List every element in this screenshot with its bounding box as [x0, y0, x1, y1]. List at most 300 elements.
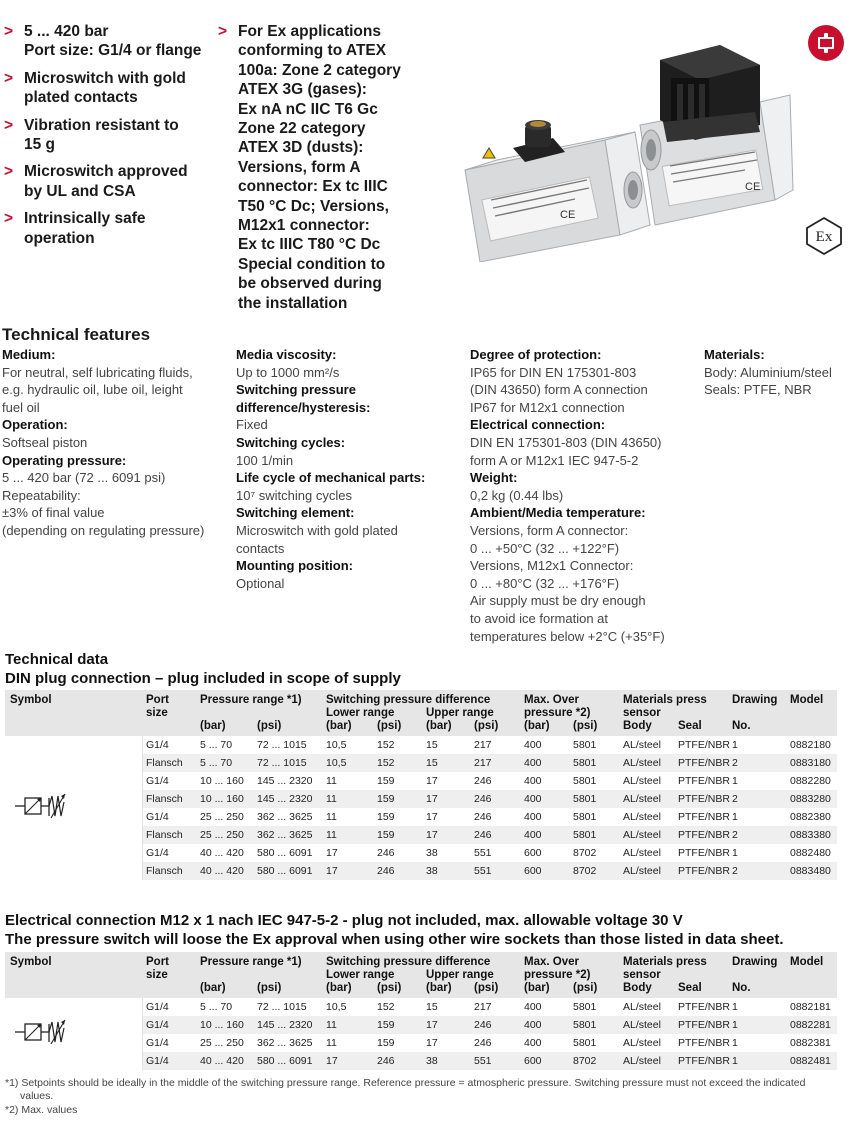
- feature-value: Microswitch with gold plated: [236, 522, 398, 538]
- ex-application-line: conforming to ATEX: [238, 42, 387, 60]
- ex-application-line: 100a: Zone 2 category: [238, 61, 401, 79]
- cell-pressure-bar: 5 ... 70: [200, 757, 233, 769]
- cell-model-no: 0883280: [790, 793, 831, 805]
- cell-drawing-no: 2: [732, 757, 738, 769]
- cell-body-material: AL/steel: [623, 739, 661, 751]
- cell-model-no: 0882180: [790, 739, 831, 751]
- cell-model-no: 0883480: [790, 865, 831, 877]
- cell-pressure-psi: 72 ... 1015: [257, 739, 307, 751]
- cell-lower-psi: 246: [377, 847, 395, 859]
- cell-maxover-bar: 400: [524, 1001, 542, 1013]
- cell-body-material: AL/steel: [623, 829, 661, 841]
- cell-maxover-psi: 8702: [573, 847, 597, 859]
- cell-seal-material: PTFE/NBR: [678, 1055, 730, 1067]
- ex-icon-label: Ex: [815, 229, 833, 245]
- cell-model-no: 0882281: [790, 1019, 831, 1031]
- ex-application-line: Ex tc IIIC T80 °C Dc: [238, 236, 381, 254]
- header-bar: (bar): [326, 720, 352, 732]
- header-max-over: Max. Over: [524, 694, 579, 706]
- header-materials: Materials press: [623, 694, 707, 706]
- cell-model-no: 0882481: [790, 1055, 831, 1067]
- cell-model-no: 0882380: [790, 811, 831, 823]
- cell-pressure-psi: 580 ... 6091: [257, 865, 313, 877]
- cell-seal-material: PTFE/NBR: [678, 829, 730, 841]
- header-bar: (bar): [524, 982, 550, 994]
- feature-label: Operation:: [2, 417, 68, 433]
- header-body: Body: [623, 720, 652, 732]
- table2-body: [5, 998, 837, 1070]
- cell-body-material: AL/steel: [623, 1019, 661, 1031]
- table2: [5, 952, 837, 1070]
- cell-port-size: G1/4: [146, 811, 169, 823]
- cell-lower-bar: 17: [326, 1055, 338, 1067]
- cell-upper-psi: 246: [474, 811, 492, 823]
- cell-lower-psi: 159: [377, 1019, 395, 1031]
- product-photo: [455, 40, 795, 262]
- cell-body-material: AL/steel: [623, 1001, 661, 1013]
- feature-value: (depending on regulating pressure): [2, 522, 205, 538]
- table1-title: Technical data: [5, 651, 109, 668]
- cell-body-material: AL/steel: [623, 1037, 661, 1049]
- feature-value: ±3% of final value: [2, 505, 105, 521]
- cell-upper-bar: 17: [426, 829, 438, 841]
- cell-maxover-psi: 5801: [573, 811, 597, 823]
- pressure-switch-symbol-icon: [15, 1018, 85, 1052]
- header-bar: (bar): [524, 720, 550, 732]
- cell-seal-material: PTFE/NBR: [678, 811, 730, 823]
- header-no: No.: [732, 720, 751, 732]
- cell-upper-psi: 217: [474, 739, 492, 751]
- header-bar: (bar): [426, 720, 452, 732]
- feature-value: Seals: PTFE, NBR: [704, 382, 812, 398]
- cell-seal-material: PTFE/NBR: [678, 793, 730, 805]
- ex-application-line: For Ex applications: [238, 23, 381, 40]
- header-psi: (psi): [377, 720, 402, 732]
- cell-drawing-no: 1: [732, 1037, 738, 1049]
- cell-maxover-bar: 600: [524, 865, 542, 877]
- cell-drawing-no: 2: [732, 793, 738, 805]
- cell-drawing-no: 2: [732, 829, 738, 841]
- cell-upper-bar: 15: [426, 757, 438, 769]
- feature-value: (DIN 43650) form A connection: [470, 382, 648, 398]
- cell-upper-bar: 17: [426, 793, 438, 805]
- ex-application-text: [238, 22, 438, 313]
- cell-pressure-psi: 362 ... 3625: [257, 1037, 313, 1049]
- footnote-1: *1) Setpoints should be ideally in the middle of the switching pressure range. Reference pressure = atmospheric pressure. Switching pressure must not exceed the indicated: [5, 1077, 806, 1089]
- cell-drawing-no: 1: [732, 775, 738, 787]
- cell-port-size: Flansch: [146, 829, 183, 841]
- feature-value: temperatures below +2°C (+35°F): [470, 628, 665, 644]
- cell-pressure-bar: 40 ... 420: [200, 847, 244, 859]
- cell-upper-psi: 246: [474, 829, 492, 841]
- cell-port-size: Flansch: [146, 757, 183, 769]
- cell-lower-bar: 11: [326, 811, 337, 823]
- cell-maxover-bar: 400: [524, 793, 542, 805]
- header-lower-range: Lower range: [326, 707, 395, 719]
- ce-mark: CE: [745, 181, 761, 193]
- cell-pressure-psi: 145 ... 2320: [257, 793, 313, 805]
- header-psi: (psi): [573, 720, 598, 732]
- cell-pressure-bar: 10 ... 160: [200, 775, 244, 787]
- cell-lower-psi: 159: [377, 775, 395, 787]
- table2-title: Electrical connection M12 x 1 nach IEC 947-5-2 - plug not included, max. allowable voltage 30 V: [5, 912, 683, 929]
- cell-upper-psi: 246: [474, 775, 492, 787]
- cell-body-material: AL/steel: [623, 793, 661, 805]
- feature-value: e.g. hydraulic oil, lube oil, leight: [2, 382, 183, 398]
- cell-pressure-psi: 145 ... 2320: [257, 1019, 313, 1031]
- header-psi: (psi): [573, 982, 598, 994]
- header-bar: (bar): [200, 982, 226, 994]
- header-drawing: Drawing: [732, 956, 778, 968]
- ex-application-line: Zone 22 category: [238, 120, 366, 138]
- cell-upper-psi: 217: [474, 1001, 492, 1013]
- technical-features-title: Technical features: [2, 325, 151, 344]
- cell-lower-psi: 246: [377, 1055, 395, 1067]
- feature-item: > Microswitch with gold plated contacts: [4, 69, 186, 107]
- header-psi: (psi): [257, 720, 282, 732]
- header-sensor: sensor: [623, 969, 661, 981]
- cell-maxover-psi: 5801: [573, 829, 597, 841]
- cell-body-material: AL/steel: [623, 865, 661, 877]
- table1-header: [5, 690, 837, 736]
- table2-header: [5, 952, 837, 998]
- feature-value: Repeatability:: [2, 487, 81, 503]
- cell-maxover-bar: 400: [524, 739, 542, 751]
- cell-upper-psi: 246: [474, 1037, 492, 1049]
- table2-subtitle: The pressure switch will loose the Ex approval when using other wire sockets than those listed in data sheet.: [5, 931, 784, 948]
- cell-port-size: G1/4: [146, 847, 169, 859]
- cell-seal-material: PTFE/NBR: [678, 775, 730, 787]
- cell-pressure-psi: 72 ... 1015: [257, 757, 307, 769]
- feature-value: Up to 1000 mm²/s: [236, 364, 340, 380]
- cell-lower-bar: 10,5: [326, 757, 347, 769]
- feature-label: Materials:: [704, 347, 765, 362]
- cell-maxover-bar: 600: [524, 847, 542, 859]
- feature-item: > 5 ... 420 bar Port size: G1/4 or flange: [4, 23, 202, 60]
- feature-value: Versions, form A connector:: [470, 522, 629, 538]
- header-bar: (bar): [200, 720, 226, 732]
- cell-maxover-bar: 400: [524, 811, 542, 823]
- cell-upper-bar: 15: [426, 1001, 438, 1013]
- cell-lower-psi: 159: [377, 1037, 395, 1049]
- cell-pressure-bar: 40 ... 420: [200, 865, 244, 877]
- feature-label: Medium:: [2, 347, 56, 362]
- header-psi: (psi): [474, 720, 499, 732]
- ex-application-item: > For Ex applications conforming to ATEX 100a: Zone 2 category ATEX 3G (gases): Ex nA nC IIC T6 Gc Zone 22 category ATEX 3D (dusts): Versions, form A connector: Ex tc IIIC T50 °C Dc; Versions, M12x1 connector: Ex tc IIIC T80 °C Dc Special condition to be observed during the installation: [218, 22, 438, 313]
- feature-value: 0,2 kg (0.44 lbs): [470, 487, 564, 503]
- feature-label: Media viscosity:: [236, 347, 337, 362]
- feature-value: Softseal piston: [2, 434, 88, 450]
- ex-application-line: Versions, form A: [238, 158, 361, 176]
- feature-value: 0 ... +80°C (32 ... +176°F): [470, 575, 620, 591]
- cell-port-size: Flansch: [146, 793, 183, 805]
- feature-value: 10⁷ switching cycles: [236, 487, 352, 503]
- feature-label: Degree of protection:: [470, 347, 602, 362]
- cell-pressure-bar: 25 ... 250: [200, 829, 244, 841]
- cell-model-no: 0882381: [790, 1037, 831, 1049]
- cell-seal-material: PTFE/NBR: [678, 865, 730, 877]
- cell-port-size: Flansch: [146, 865, 183, 877]
- cell-model-no: 0882280: [790, 775, 831, 787]
- feature-value: Body: Aluminium/steel: [704, 364, 832, 380]
- cell-upper-psi: 551: [474, 847, 492, 859]
- feature-label: Electrical connection:: [470, 417, 606, 433]
- cell-lower-bar: 11: [326, 1037, 337, 1049]
- cell-lower-bar: 11: [326, 775, 337, 787]
- header-psi: (psi): [377, 982, 402, 994]
- cell-lower-bar: 10,5: [326, 739, 347, 751]
- brand-logo-icon: [807, 24, 845, 62]
- cell-maxover-psi: 5801: [573, 1037, 597, 1049]
- cell-model-no: 0883180: [790, 757, 831, 769]
- ex-icon: [804, 216, 844, 256]
- header-upper-range: Upper range: [426, 969, 494, 981]
- cell-lower-bar: 17: [326, 865, 338, 877]
- cell-drawing-no: 1: [732, 1001, 738, 1013]
- cell-pressure-bar: 10 ... 160: [200, 793, 244, 805]
- header-size: size: [146, 707, 168, 719]
- feature-value: 0 ... +50°C (32 ... +122°F): [470, 540, 620, 556]
- ex-application-line: the installation: [238, 294, 348, 312]
- cell-lower-bar: 11: [326, 1019, 337, 1031]
- cell-pressure-bar: 5 ... 70: [200, 1001, 233, 1013]
- cell-seal-material: PTFE/NBR: [678, 847, 730, 859]
- symbol-cell: [5, 998, 143, 1070]
- cell-maxover-psi: 5801: [573, 793, 597, 805]
- cell-pressure-bar: 25 ... 250: [200, 811, 244, 823]
- cell-lower-psi: 159: [377, 829, 395, 841]
- feature-list: [4, 22, 214, 256]
- cell-pressure-bar: 5 ... 70: [200, 739, 233, 751]
- table1-body: [5, 736, 837, 880]
- header-size: size: [146, 969, 168, 981]
- cell-pressure-psi: 145 ... 2320: [257, 775, 313, 787]
- feature-value: Versions, M12x1 Connector:: [470, 558, 634, 574]
- cell-maxover-psi: 5801: [573, 775, 597, 787]
- header-switching-diff: Switching pressure difference: [326, 694, 491, 706]
- header-pressure-range: Pressure range *1): [200, 956, 302, 968]
- cell-pressure-psi: 580 ... 6091: [257, 1055, 313, 1067]
- header-body: Body: [623, 982, 652, 994]
- cell-maxover-psi: 5801: [573, 1001, 597, 1013]
- table1-subtitle: DIN plug connection – plug included in scope of supply: [5, 670, 401, 687]
- feature-label: Switching pressure difference/hysteresis:: [236, 382, 371, 415]
- header-pressure2: pressure *2): [524, 707, 591, 719]
- header-pressure-range: Pressure range *1): [200, 694, 302, 706]
- feature-value: fuel oil: [2, 399, 40, 415]
- cell-seal-material: PTFE/NBR: [678, 1001, 730, 1013]
- features-column-2: [236, 346, 451, 592]
- cell-upper-psi: 217: [474, 757, 492, 769]
- cell-lower-psi: 152: [377, 757, 395, 769]
- cell-port-size: G1/4: [146, 1037, 169, 1049]
- header-materials: Materials press: [623, 956, 707, 968]
- cell-model-no: 0882181: [790, 1001, 831, 1013]
- cell-upper-bar: 38: [426, 847, 438, 859]
- cell-upper-bar: 17: [426, 775, 438, 787]
- cell-upper-psi: 246: [474, 1019, 492, 1031]
- cell-lower-bar: 17: [326, 847, 338, 859]
- header-psi: (psi): [474, 982, 499, 994]
- cell-pressure-bar: 40 ... 420: [200, 1055, 244, 1067]
- header-seal: Seal: [678, 982, 702, 994]
- cell-maxover-bar: 400: [524, 1019, 542, 1031]
- cell-seal-material: PTFE/NBR: [678, 739, 730, 751]
- ex-application-line: be observed during: [238, 275, 382, 293]
- cell-maxover-bar: 400: [524, 1037, 542, 1049]
- cell-maxover-psi: 5801: [573, 757, 597, 769]
- feature-value: contacts: [236, 540, 285, 556]
- features-column-4: [704, 346, 850, 399]
- ex-application-line: connector: Ex tc IIIC: [238, 178, 388, 196]
- cell-drawing-no: 1: [732, 1055, 738, 1067]
- feature-value: 5 ... 420 bar (72 ... 6091 psi): [2, 470, 166, 486]
- cell-body-material: AL/steel: [623, 847, 661, 859]
- ex-application-line: M12x1 connector:: [238, 217, 370, 235]
- header-port: Port: [146, 956, 169, 968]
- feature-value: Optional: [236, 575, 285, 591]
- feature-item: > Microswitch approved by UL and CSA: [4, 163, 188, 200]
- feature-label: Operating pressure:: [2, 452, 127, 468]
- cell-maxover-psi: 8702: [573, 1055, 597, 1067]
- feature-value: IP65 for DIN EN 175301-803: [470, 364, 637, 380]
- cell-drawing-no: 1: [732, 847, 738, 859]
- cell-seal-material: PTFE/NBR: [678, 1037, 730, 1049]
- cell-lower-bar: 11: [326, 793, 337, 805]
- feature-value: to avoid ice formation at: [470, 610, 609, 626]
- cell-drawing-no: 1: [732, 811, 738, 823]
- cell-port-size: G1/4: [146, 1055, 169, 1067]
- ex-application-list: [218, 22, 438, 313]
- cell-lower-psi: 152: [377, 739, 395, 751]
- ex-application-line: Ex nA nC IIC T6 Gc: [238, 100, 378, 118]
- cell-pressure-psi: 362 ... 3625: [257, 811, 313, 823]
- cell-body-material: AL/steel: [623, 757, 661, 769]
- header-psi: (psi): [257, 982, 282, 994]
- cell-maxover-bar: 400: [524, 775, 542, 787]
- header-max-over: Max. Over: [524, 956, 579, 968]
- cell-drawing-no: 1: [732, 739, 738, 751]
- header-pressure2: pressure *2): [524, 969, 591, 981]
- feature-label: Switching element:: [236, 505, 355, 521]
- cell-lower-psi: 152: [377, 1001, 395, 1013]
- header-drawing: Drawing: [732, 694, 778, 706]
- cell-lower-psi: 159: [377, 793, 395, 805]
- pressure-switch-symbol-icon: [15, 792, 85, 826]
- feature-item: > Vibration resistant to 15 g: [4, 116, 179, 154]
- header-seal: Seal: [678, 720, 702, 732]
- header-model: Model: [790, 956, 824, 968]
- cell-upper-bar: 17: [426, 1037, 438, 1049]
- header-bar: (bar): [326, 982, 352, 994]
- feature-label: Ambient/Media temperature:: [470, 505, 646, 521]
- cell-drawing-no: 1: [732, 1019, 738, 1031]
- feature-label: Life cycle of mechanical parts:: [236, 470, 426, 486]
- cell-body-material: AL/steel: [623, 775, 661, 787]
- cell-maxover-bar: 600: [524, 1055, 542, 1067]
- feature-value: Fixed: [236, 417, 268, 433]
- cell-upper-bar: 15: [426, 739, 438, 751]
- header-lower-range: Lower range: [326, 969, 395, 981]
- cell-port-size: G1/4: [146, 775, 169, 787]
- cell-drawing-no: 2: [732, 865, 738, 877]
- cell-model-no: 0882480: [790, 847, 831, 859]
- feature-value: DIN EN 175301-803 (DIN 43650): [470, 434, 662, 450]
- cell-upper-psi: 551: [474, 1055, 492, 1067]
- cell-lower-bar: 10,5: [326, 1001, 347, 1013]
- cell-lower-bar: 11: [326, 829, 337, 841]
- header-switching-diff: Switching pressure difference: [326, 956, 491, 968]
- feature-value: 100 1/min: [236, 452, 294, 468]
- cell-model-no: 0883380: [790, 829, 831, 841]
- footnote-1-cont: values.: [20, 1090, 54, 1102]
- cell-body-material: AL/steel: [623, 1055, 661, 1067]
- feature-value: IP67 for M12x1 connection: [470, 399, 625, 415]
- ex-application-line: ATEX 3D (dusts):: [238, 139, 364, 157]
- feature-value: For neutral, self lubricating fluids,: [2, 364, 193, 380]
- cell-lower-psi: 159: [377, 811, 395, 823]
- features-column-1: [2, 346, 222, 540]
- feature-item: > Intrinsically safe operation: [4, 210, 146, 247]
- feature-value: Air supply must be dry enough: [470, 593, 646, 609]
- feature-label: Switching cycles:: [236, 434, 346, 450]
- header-no: No.: [732, 982, 751, 994]
- cell-upper-psi: 551: [474, 865, 492, 877]
- symbol-cell: [5, 736, 143, 880]
- cell-maxover-bar: 400: [524, 757, 542, 769]
- feature-label: Weight:: [470, 470, 518, 486]
- cell-maxover-psi: 8702: [573, 865, 597, 877]
- cell-port-size: G1/4: [146, 1019, 169, 1031]
- cell-maxover-psi: 5801: [573, 739, 597, 751]
- cell-pressure-bar: 25 ... 250: [200, 1037, 244, 1049]
- cell-body-material: AL/steel: [623, 811, 661, 823]
- cell-pressure-psi: 362 ... 3625: [257, 829, 313, 841]
- cell-upper-bar: 17: [426, 811, 438, 823]
- cell-upper-bar: 38: [426, 865, 438, 877]
- header-symbol: Symbol: [10, 694, 52, 706]
- header-model: Model: [790, 694, 824, 706]
- feature-value: form A or M12x1 IEC 947-5-2: [470, 452, 639, 468]
- table1: [5, 690, 837, 880]
- ex-application-line: T50 °C Dc; Versions,: [238, 197, 389, 215]
- cell-upper-bar: 38: [426, 1055, 438, 1067]
- footnote-2: *2) Max. values: [5, 1104, 78, 1116]
- cell-pressure-psi: 580 ... 6091: [257, 847, 313, 859]
- ex-application-line: ATEX 3G (gases):: [238, 81, 367, 99]
- header-port: Port: [146, 694, 169, 706]
- cell-upper-bar: 17: [426, 1019, 438, 1031]
- cell-seal-material: PTFE/NBR: [678, 1019, 730, 1031]
- cell-seal-material: PTFE/NBR: [678, 757, 730, 769]
- header-bar: (bar): [426, 982, 452, 994]
- cell-lower-psi: 246: [377, 865, 395, 877]
- feature-label: Mounting position:: [236, 558, 353, 574]
- cell-maxover-psi: 5801: [573, 1019, 597, 1031]
- cell-pressure-bar: 10 ... 160: [200, 1019, 244, 1031]
- ce-mark: CE: [560, 209, 576, 221]
- cell-upper-psi: 246: [474, 793, 492, 805]
- cell-port-size: G1/4: [146, 739, 169, 751]
- header-upper-range: Upper range: [426, 707, 494, 719]
- cell-maxover-bar: 400: [524, 829, 542, 841]
- header-sensor: sensor: [623, 707, 661, 719]
- ex-application-line: Special condition to: [238, 255, 386, 273]
- cell-pressure-psi: 72 ... 1015: [257, 1001, 307, 1013]
- cell-port-size: G1/4: [146, 1001, 169, 1013]
- features-column-3: [470, 346, 695, 645]
- header-symbol: Symbol: [10, 956, 52, 968]
